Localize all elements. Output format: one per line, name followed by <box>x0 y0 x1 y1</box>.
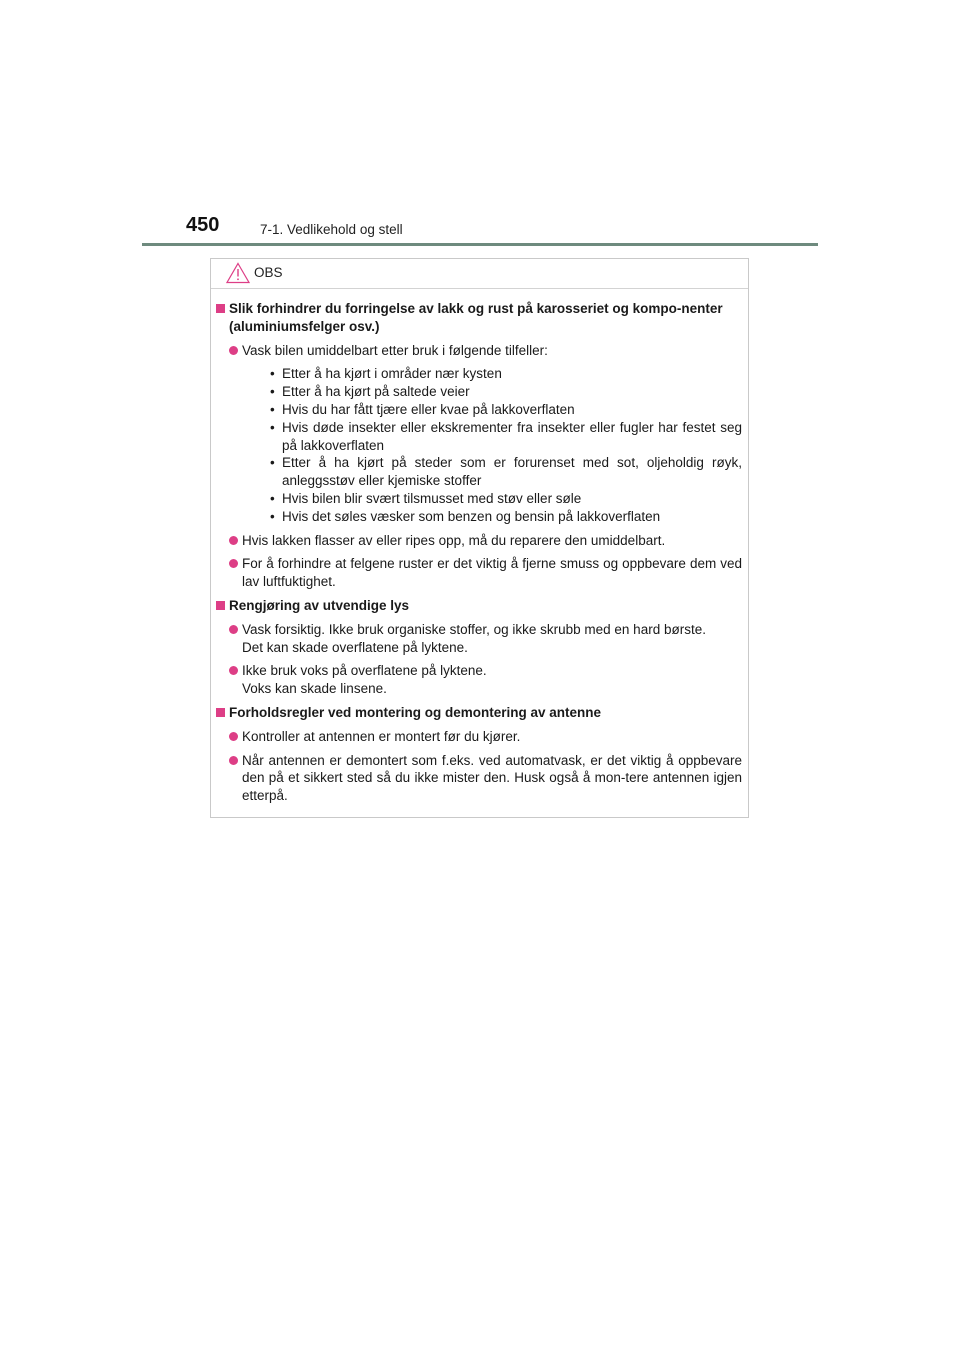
warning-triangle-icon <box>226 262 250 284</box>
bullet-text: Når antennen er demontert som f.eks. ved automatvask, er det viktig å oppbevare den på et sikkert sted så du ikke mister den. Husk også å mon-tere antennen igjen etterpå. <box>242 752 742 804</box>
square-bullet-icon <box>216 601 225 610</box>
square-bullet-icon <box>216 304 225 313</box>
sub-list-item: • Etter å ha kjørt på saltede veier <box>270 384 470 400</box>
sub-list-item: • Hvis bilen blir svært tilsmusset med støv eller søle <box>270 490 582 506</box>
sub-list-item: • Hvis døde insekter eller ekskrementer fra insekter eller fugler har festet seg på lakkoverflaten <box>270 419 742 453</box>
bullet-extra-text: Det kan skade overflatene på lyktene. <box>242 639 468 655</box>
header-rule <box>142 243 818 246</box>
sub-list-item: • Hvis det søles væsker som benzen og bensin på lakkoverflaten <box>270 508 661 524</box>
page-number: 450 <box>186 214 220 236</box>
round-bullet-icon <box>229 732 238 741</box>
section-heading <box>216 704 742 722</box>
round-bullet-icon <box>229 625 238 634</box>
bullet-text: For å forhindre at felgene ruster er det viktig å fjerne smuss og oppbevare dem ved lav luftfuktighet. <box>242 556 742 590</box>
section-heading <box>216 597 742 615</box>
caution-header <box>211 259 748 289</box>
list-item <box>216 662 742 698</box>
round-bullet-icon <box>229 559 238 568</box>
list-item <box>216 342 742 526</box>
section-heading <box>216 300 742 336</box>
bullet-text: Hvis lakken flasser av eller ripes opp, må du reparere den umiddelbart. <box>242 532 666 548</box>
sub-list <box>242 365 742 525</box>
list-item <box>216 532 742 550</box>
caution-label: OBS <box>254 265 283 280</box>
bullet-extra-text: Voks kan skade linsene. <box>242 681 387 697</box>
section-title: 7-1. Vedlikehold og stell <box>260 222 403 237</box>
bullet-text: Vask bilen umiddelbart etter bruk i følgende tilfeller: <box>242 342 548 358</box>
sub-list-item: • Hvis du har fått tjære eller kvae på lakkoverflaten <box>270 401 575 417</box>
list-item <box>216 752 742 805</box>
square-bullet-icon <box>216 708 225 717</box>
bullet-text: Vask forsiktig. Ikke bruk organiske stoffer, og ikke skrubb med en hard børste. <box>242 621 706 637</box>
sub-list-item: • Etter å ha kjørt i områder nær kysten <box>270 366 502 382</box>
list-item <box>216 621 742 657</box>
round-bullet-icon <box>229 666 238 675</box>
caution-box <box>210 258 749 818</box>
round-bullet-icon <box>229 756 238 765</box>
bullet-text: Ikke bruk voks på overflatene på lyktene. <box>242 663 487 679</box>
heading-text: Rengjøring av utvendige lys <box>229 597 410 613</box>
round-bullet-icon <box>229 536 238 545</box>
list-item <box>216 728 742 746</box>
list-item <box>216 555 742 591</box>
heading-text: Slik forhindrer du forringelse av lakk og rust på karosseriet og kompo-nenter (aluminiumsfelger osv.) <box>229 301 723 334</box>
heading-text: Forholdsregler ved montering og demontering av antenne <box>229 704 602 720</box>
round-bullet-icon <box>229 346 238 355</box>
bullet-text: Kontroller at antennen er montert før du kjører. <box>242 728 521 744</box>
sub-list-item: • Etter å ha kjørt på steder som er forurenset med sot, oljeholdig røyk, anleggsstøv eller kjemiske stoffer <box>270 455 742 489</box>
caution-body <box>211 289 748 805</box>
